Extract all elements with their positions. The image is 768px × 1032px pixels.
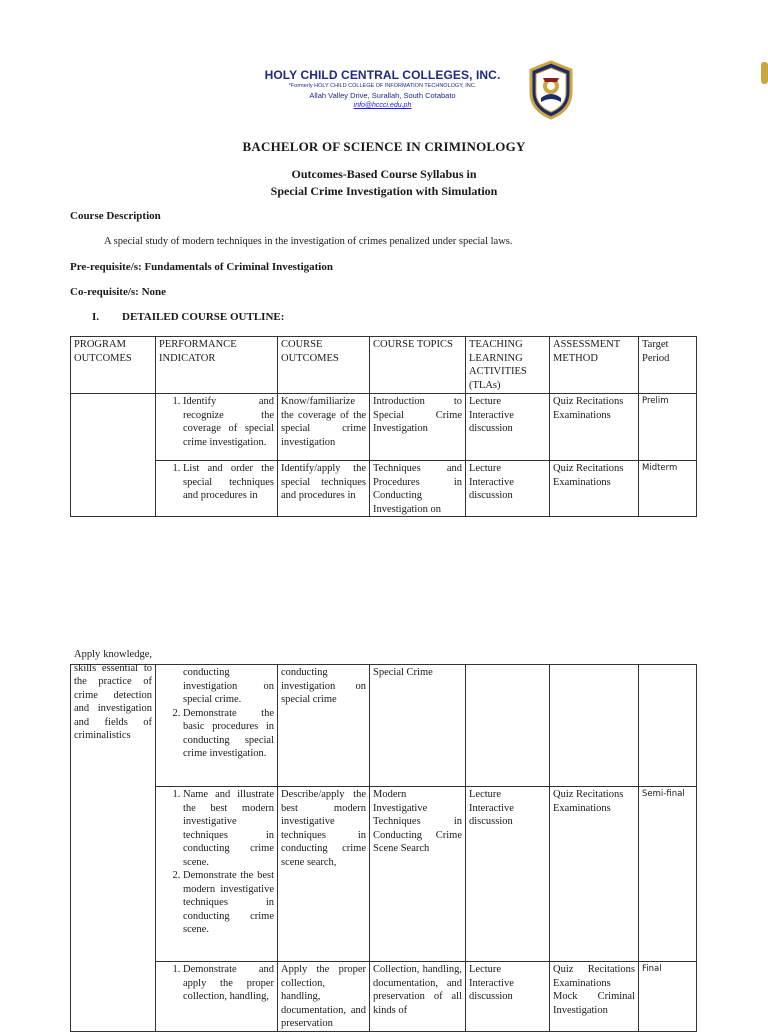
- header-assessment-method: ASSESSMENT METHOD: [550, 337, 639, 394]
- indicator-item: 2. Demonstrate the best modern investigative techniques in conducting crime scene.: [183, 869, 274, 937]
- school-address: Allah Valley Drive, Surallah, South Cotabato: [309, 91, 456, 100]
- tla-cell: Lecture Interactive discussion: [466, 962, 550, 1032]
- header-course-topics: COURSE TOPICS: [370, 337, 466, 394]
- indicator-item: 1. Demonstrate and apply the proper collection, handling,: [183, 963, 274, 1004]
- course-topic-cell: Collection, handling, documentation, and preservation of all kinds of: [370, 962, 466, 1032]
- assessment-cell: Quiz Recitations Examinations: [550, 461, 639, 517]
- tla-cell: [466, 665, 550, 787]
- program-outcome-cell: [71, 394, 156, 517]
- program-outcome-text: Apply knowledge, skills essential to the practice of crime detection and investigation and fields of criminalistics: [74, 649, 152, 741]
- header-target-period: Target Period: [639, 337, 697, 394]
- program-title: BACHELOR OF SCIENCE IN CRIMINOLOGY: [242, 139, 526, 154]
- course-title: Special Crime Investigation with Simulation: [270, 184, 498, 198]
- school-name: HOLY CHILD CENTRAL COLLEGES, INC.: [264, 68, 501, 82]
- course-topic-cell: Modern Investigative Techniques in Conducting Crime Scene Search: [370, 787, 466, 962]
- header-performance-indicator: PERFORMANCE INDICATOR: [156, 337, 278, 394]
- target-period-cell: Final: [639, 962, 697, 1032]
- indicator-cell: [156, 962, 278, 1032]
- table-header-row: [71, 337, 697, 394]
- assessment-cell: Quiz Recitations Examinations: [550, 394, 639, 461]
- course-topic-cell: Techniques and Procedures in Conducting Investigation on: [370, 461, 466, 517]
- course-outcome-cell: Describe/apply the best modern investigative techniques in conducting crime scene search,: [278, 787, 370, 962]
- indicator-item: 1. List and order the special techniques and procedures in: [183, 462, 274, 503]
- school-email-link[interactable]: info@hccci.edu.ph: [353, 102, 412, 109]
- assessment-cell: Quiz Recitations Examinations Mock Criminal Investigation: [550, 962, 639, 1032]
- course-outline-table-part2: [70, 649, 697, 1032]
- header-course-outcomes: COURSE OUTCOMES: [278, 337, 370, 394]
- indicator-item: 1. Name and illustrate the best modern investigative techniques in conducting crime scene.: [183, 788, 274, 869]
- school-seal-logo: [527, 60, 575, 120]
- program-outcome-cell: [71, 649, 156, 1032]
- syllabus-title: Outcomes-Based Course Syllabus in: [291, 167, 477, 181]
- indicator-cell: [156, 394, 278, 461]
- school-former-name: *Formerly HOLY CHILD COLLEGE OF INFORMATION TECHNOLOGY, INC.: [288, 83, 477, 89]
- corequisite: Co-requisite/s: None: [70, 286, 167, 298]
- section-number: I.: [92, 311, 100, 323]
- indicator-continued: conducting investigation on special crime.: [183, 667, 274, 705]
- tla-cell: Lecture Interactive discussion: [466, 394, 550, 461]
- tla-cell: Lecture Interactive discussion: [466, 787, 550, 962]
- table-row: [71, 394, 697, 461]
- course-topic-cell: Special Crime: [370, 665, 466, 787]
- course-topic-cell: Introduction to Special Crime Investigation: [370, 394, 466, 461]
- table-row: [71, 787, 697, 962]
- target-period-cell: Semi-final: [639, 787, 697, 962]
- course-outcome-cell: conducting investigation on special crime: [278, 665, 370, 787]
- assessment-cell: Quiz Recitations Examinations: [550, 787, 639, 962]
- table-row: [71, 962, 697, 1032]
- table-row: [71, 461, 697, 517]
- target-period-cell: Midterm: [639, 461, 697, 517]
- course-description-label: Course Description: [70, 210, 161, 222]
- indicator-item: 1. Identify and recognize the coverage of special crime investigation.: [183, 395, 274, 449]
- section-heading: [92, 311, 284, 323]
- indicator-cell: [156, 461, 278, 517]
- header-tlas: TEACHING LEARNING ACTIVITIES (TLAs): [466, 337, 550, 394]
- target-period-cell: [639, 665, 697, 787]
- course-outline-table-part1: [70, 336, 697, 517]
- section-heading-label: DETAILED COURSE OUTLINE:: [122, 311, 285, 323]
- indicator-cell: [156, 787, 278, 962]
- prerequisite: Pre-requisite/s: Fundamentals of Criminal Investigation: [70, 261, 333, 273]
- header-program-outcomes: PROGRAM OUTCOMES: [71, 337, 156, 394]
- indicator-cell: [156, 665, 278, 787]
- course-outcome-cell: Identify/apply the special techniques and procedures in: [278, 461, 370, 517]
- letterhead: [0, 0, 768, 125]
- assessment-cell: [550, 665, 639, 787]
- indicator-item: 2. Demonstrate the basic procedures in conducting special crime investigation.: [183, 707, 274, 761]
- course-outcome-cell: Know/familiarize the coverage of the special crime investigation: [278, 394, 370, 461]
- target-period-cell: Prelim: [639, 394, 697, 461]
- course-description-text: A special study of modern techniques in the investigation of crimes penalized under special laws.: [104, 236, 513, 247]
- tla-cell: Lecture Interactive discussion: [466, 461, 550, 517]
- table-row: [71, 665, 697, 787]
- page-edge-mark: [760, 62, 768, 84]
- course-outcome-cell: Apply the proper collection, handling, documentation, and preservation: [278, 962, 370, 1032]
